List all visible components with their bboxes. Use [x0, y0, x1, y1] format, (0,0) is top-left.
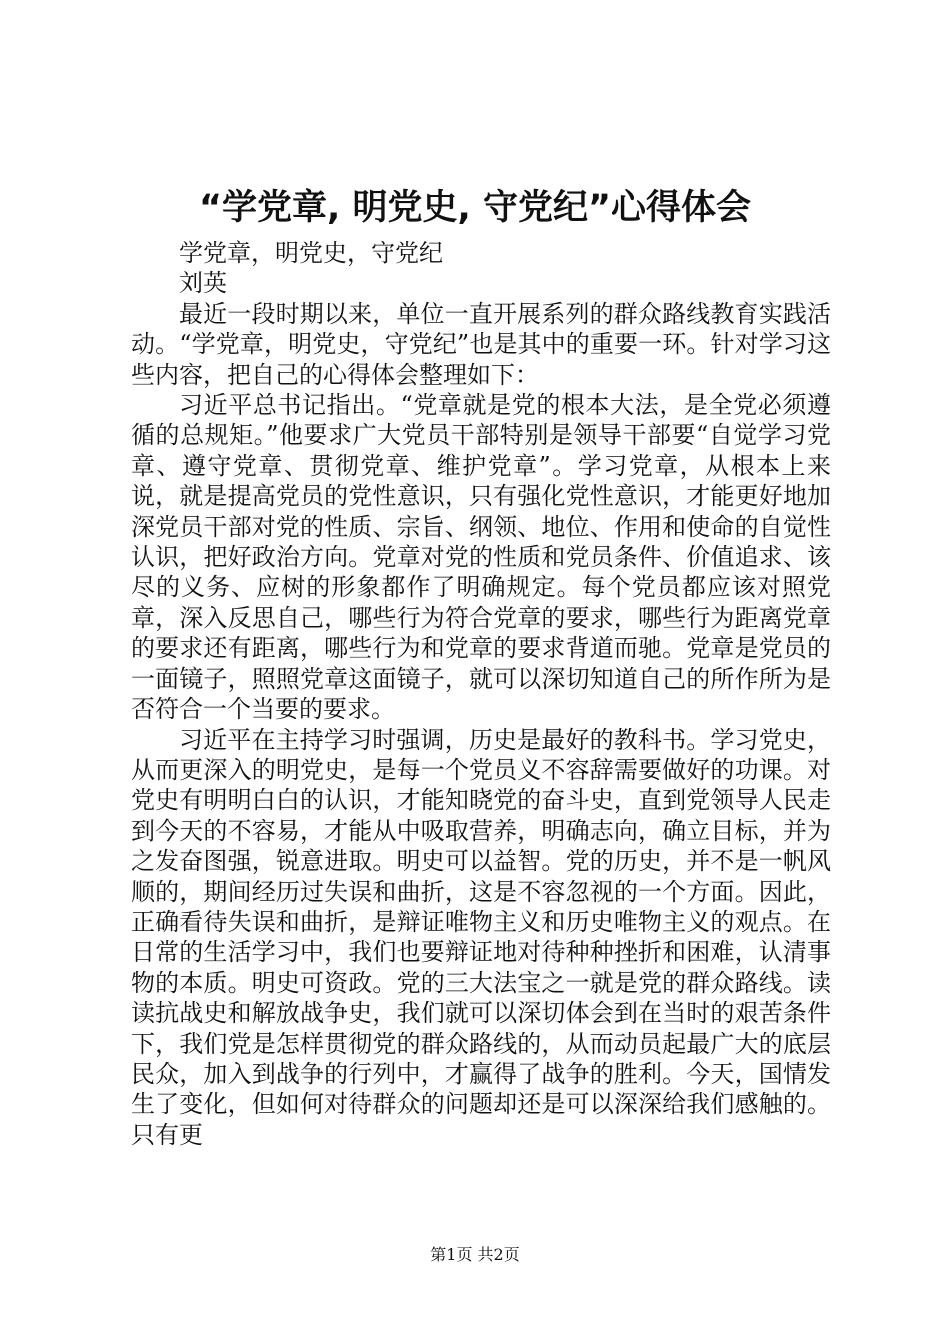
author-paragraph: 刘英: [179, 269, 227, 298]
intro-paragraph: 最近一段时期以来，单位一直开展系列的群众路线教育实践活动。“学党章，明党史，守党纪”也是其中的重要一环。针对学习这些内容，把自己的心得体会整理如下：: [131, 299, 831, 389]
party-history-paragraph: 习近平在主持学习时强调，历史是最好的教科书。学习党史，从而更深入的明党史，是每一个党员义不容辞需要做好的功课。对党史有明明白白的认识，才能知晓党的奋斗史，直到党领导人民走到今天的不容易，才能从中吸取营养，明确志向，确立目标，并为之发奋图强，锐意进取。明史可以益智。党的历史，并不是一帆风顺的，期间经历过失误和曲折，这是不容忽视的一个方面。因此，正确看待失误和曲折，是辩证唯物主义和历史唯物主义的观点。在日常的生活学习中，我们也要辩证地对待种种挫折和困难，认清事物的本质。明史可资政。党的三大法宝之一就是党的群众路线。读读抗战史和解放战争史，我们就可以深切体会到在当时的艰苦条件下，我们党是怎样贯彻党的群众路线的，从而动员起最广大的底层民众，加入到战争的行列中，才赢得了战争的胜利。今天，国情发生了变化，但如何对待群众的问题却还是可以深深给我们感触的。只有更: [131, 725, 831, 1149]
subtitle-paragraph: 学党章，明党史，守党纪: [179, 239, 443, 267]
party-constitution-paragraph: 习近平总书记指出。“党章就是党的根本大法，是全党必须遵循的总规矩。”他要求广大党员干部特别是领导干部要“自觉学习党章、遵守党章、贯彻党章、维护党章”。学习党章，从根本上来说，就是提高党员的党性意识，只有强化党性意识，才能更好地加深党员干部对党的性质、宗旨、纲领、地位、作用和使命的自觉性认识，把好政治方向。党章对党的性质和党员条件、价值追求、该尽的义务、应树的形象都作了明确规定。每个党员都应该对照党章，深入反思自己，哪些行为符合党章的要求，哪些行为距离党章的要求还有距离，哪些行为和党章的要求背道而驰。党章是党员的一面镜子，照照党章这面镜子，就可以深切知道自己的所作所为是否符合一个当要的要求。: [131, 391, 831, 724]
document-title: “学党章, 明党史, 守党纪”心得体会: [199, 188, 751, 228]
document-body: [131, 238, 831, 1150]
page-number: 第1页 共2页: [430, 1245, 520, 1264]
